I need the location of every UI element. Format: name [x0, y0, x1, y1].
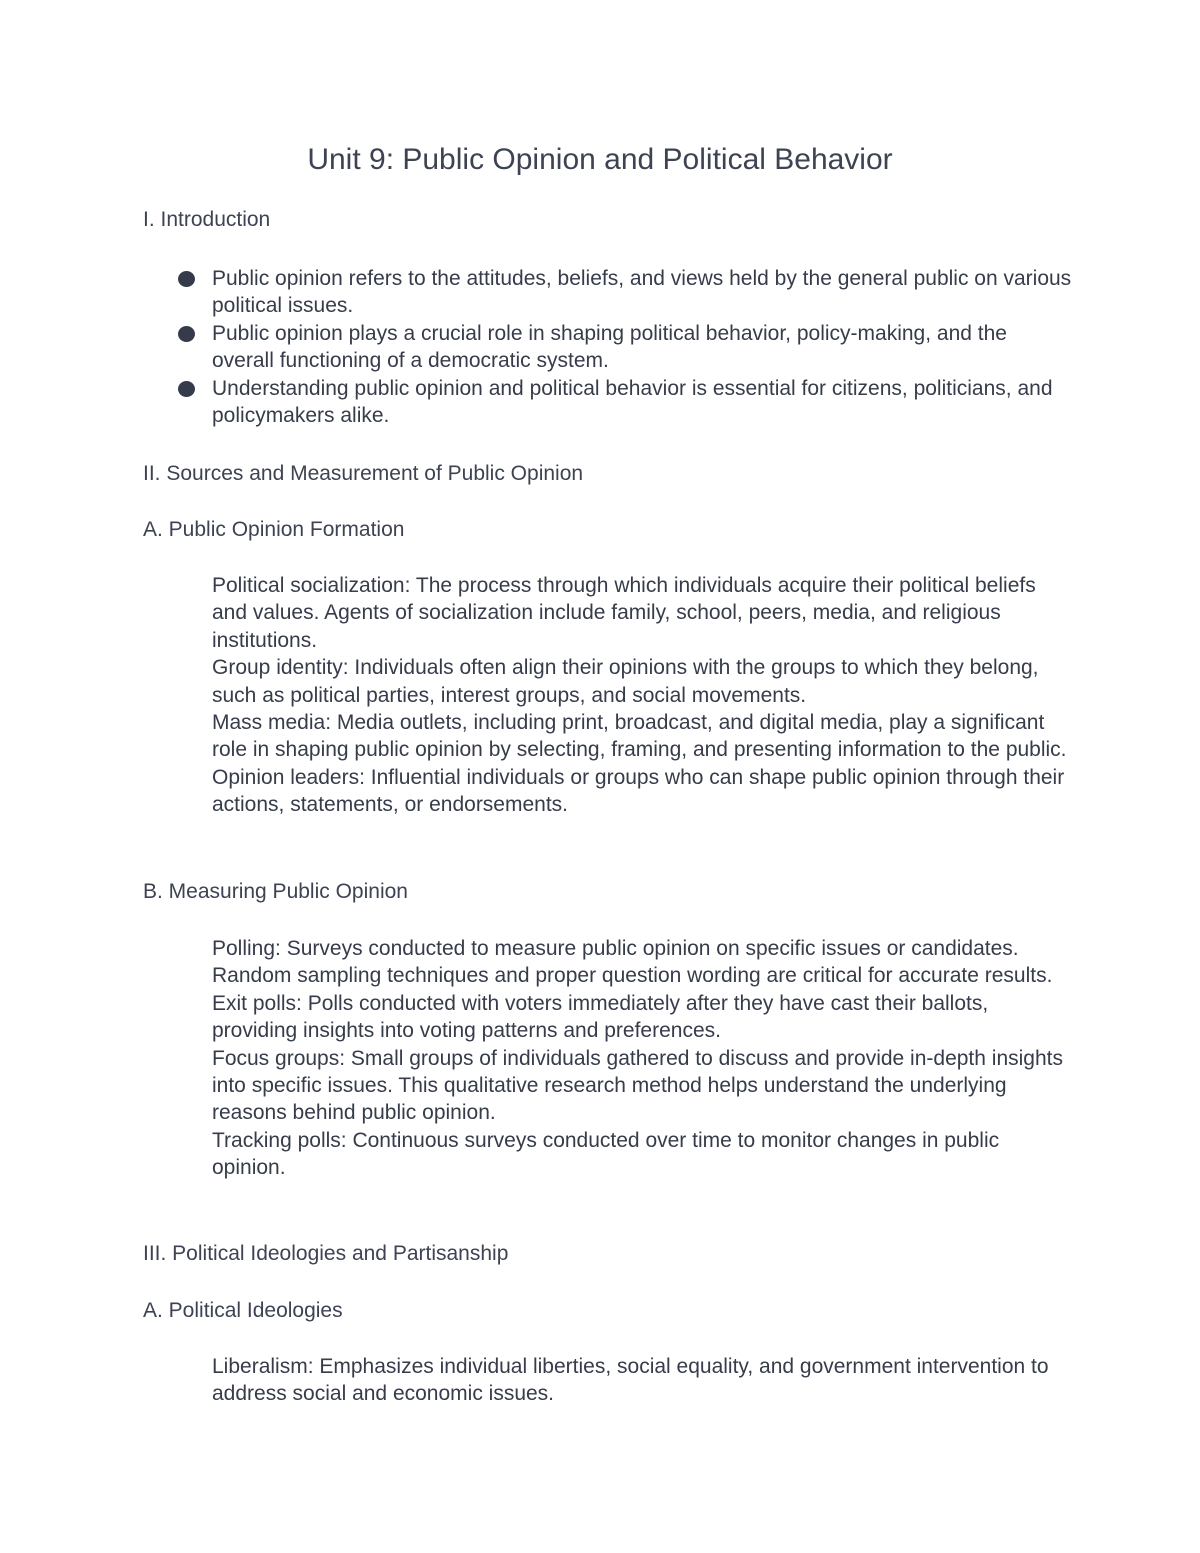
list-item: [143, 265, 1073, 320]
list-item: [143, 320, 1073, 375]
measuring-items: [212, 935, 1072, 1182]
formation-items: [212, 572, 1072, 819]
list-item: [143, 375, 1073, 430]
paragraph: Focus groups: Small groups of individuals gathered to discuss and provide in-depth insights into specific issues. This qualitative research method helps understand the underlying reasons behind public opinion.: [212, 1046, 1063, 1125]
paragraph: Polling: Surveys conducted to measure public opinion on specific issues or candidates. Random sampling techniques and proper question wording are critical for accurate results.: [212, 937, 1053, 988]
list-item-text: Public opinion refers to the attitudes, beliefs, and views held by the general public on various political issues.: [212, 267, 1072, 318]
paragraph: Exit polls: Polls conducted with voters immediately after they have cast their ballots, providing insights into voting patterns and preferences.: [212, 991, 989, 1043]
bullet-icon: [178, 381, 195, 397]
paragraph: Tracking polls: Continuous surveys conducted over time to monitor changes in public opinion.: [212, 1128, 1000, 1180]
paragraph: Group identity: Individuals often align their opinions with the groups to which they belong, such as political parties, interest groups, and social movements.: [212, 656, 1039, 707]
subsection-heading-political-ideologies: A. Political Ideologies: [143, 1299, 343, 1322]
list-item-text: Understanding public opinion and political behavior is essential for citizens, politicians, and policymakers alike.: [212, 376, 1053, 428]
introduction-bullet-list: [143, 265, 1073, 429]
paragraph: Liberalism: Emphasizes individual liberties, social equality, and government intervention to address social and economic issues.: [212, 1355, 1049, 1406]
subsection-heading-formation: A. Public Opinion Formation: [143, 518, 405, 541]
section-heading-sources: II. Sources and Measurement of Public Opinion: [143, 462, 584, 485]
paragraph: Political socialization: The process through which individuals acquire their political beliefs and values. Agents of socialization include family, school, peers, media, and religious institutions.: [212, 574, 1036, 652]
subsection-heading-measuring: B. Measuring Public Opinion: [143, 880, 408, 903]
paragraph: Opinion leaders: Influential individuals or groups who can shape public opinion through their actions, statements, or endorsements.: [212, 765, 1065, 817]
bullet-icon: [178, 271, 195, 287]
ideologies-items: [212, 1353, 1072, 1408]
page-title: Unit 9: Public Opinion and Political Behavior: [307, 143, 893, 176]
paragraph: Mass media: Media outlets, including print, broadcast, and digital media, play a significant role in shaping public opinion by selecting, framing, and presenting information to the public.: [212, 711, 1067, 762]
section-heading-ideologies: III. Political Ideologies and Partisanship: [143, 1242, 509, 1265]
bullet-icon: [178, 326, 195, 342]
section-heading-introduction: I. Introduction: [143, 208, 271, 231]
list-item-text: Public opinion plays a crucial role in shaping political behavior, policy-making, and the overall functioning of a democratic system.: [212, 321, 1007, 373]
